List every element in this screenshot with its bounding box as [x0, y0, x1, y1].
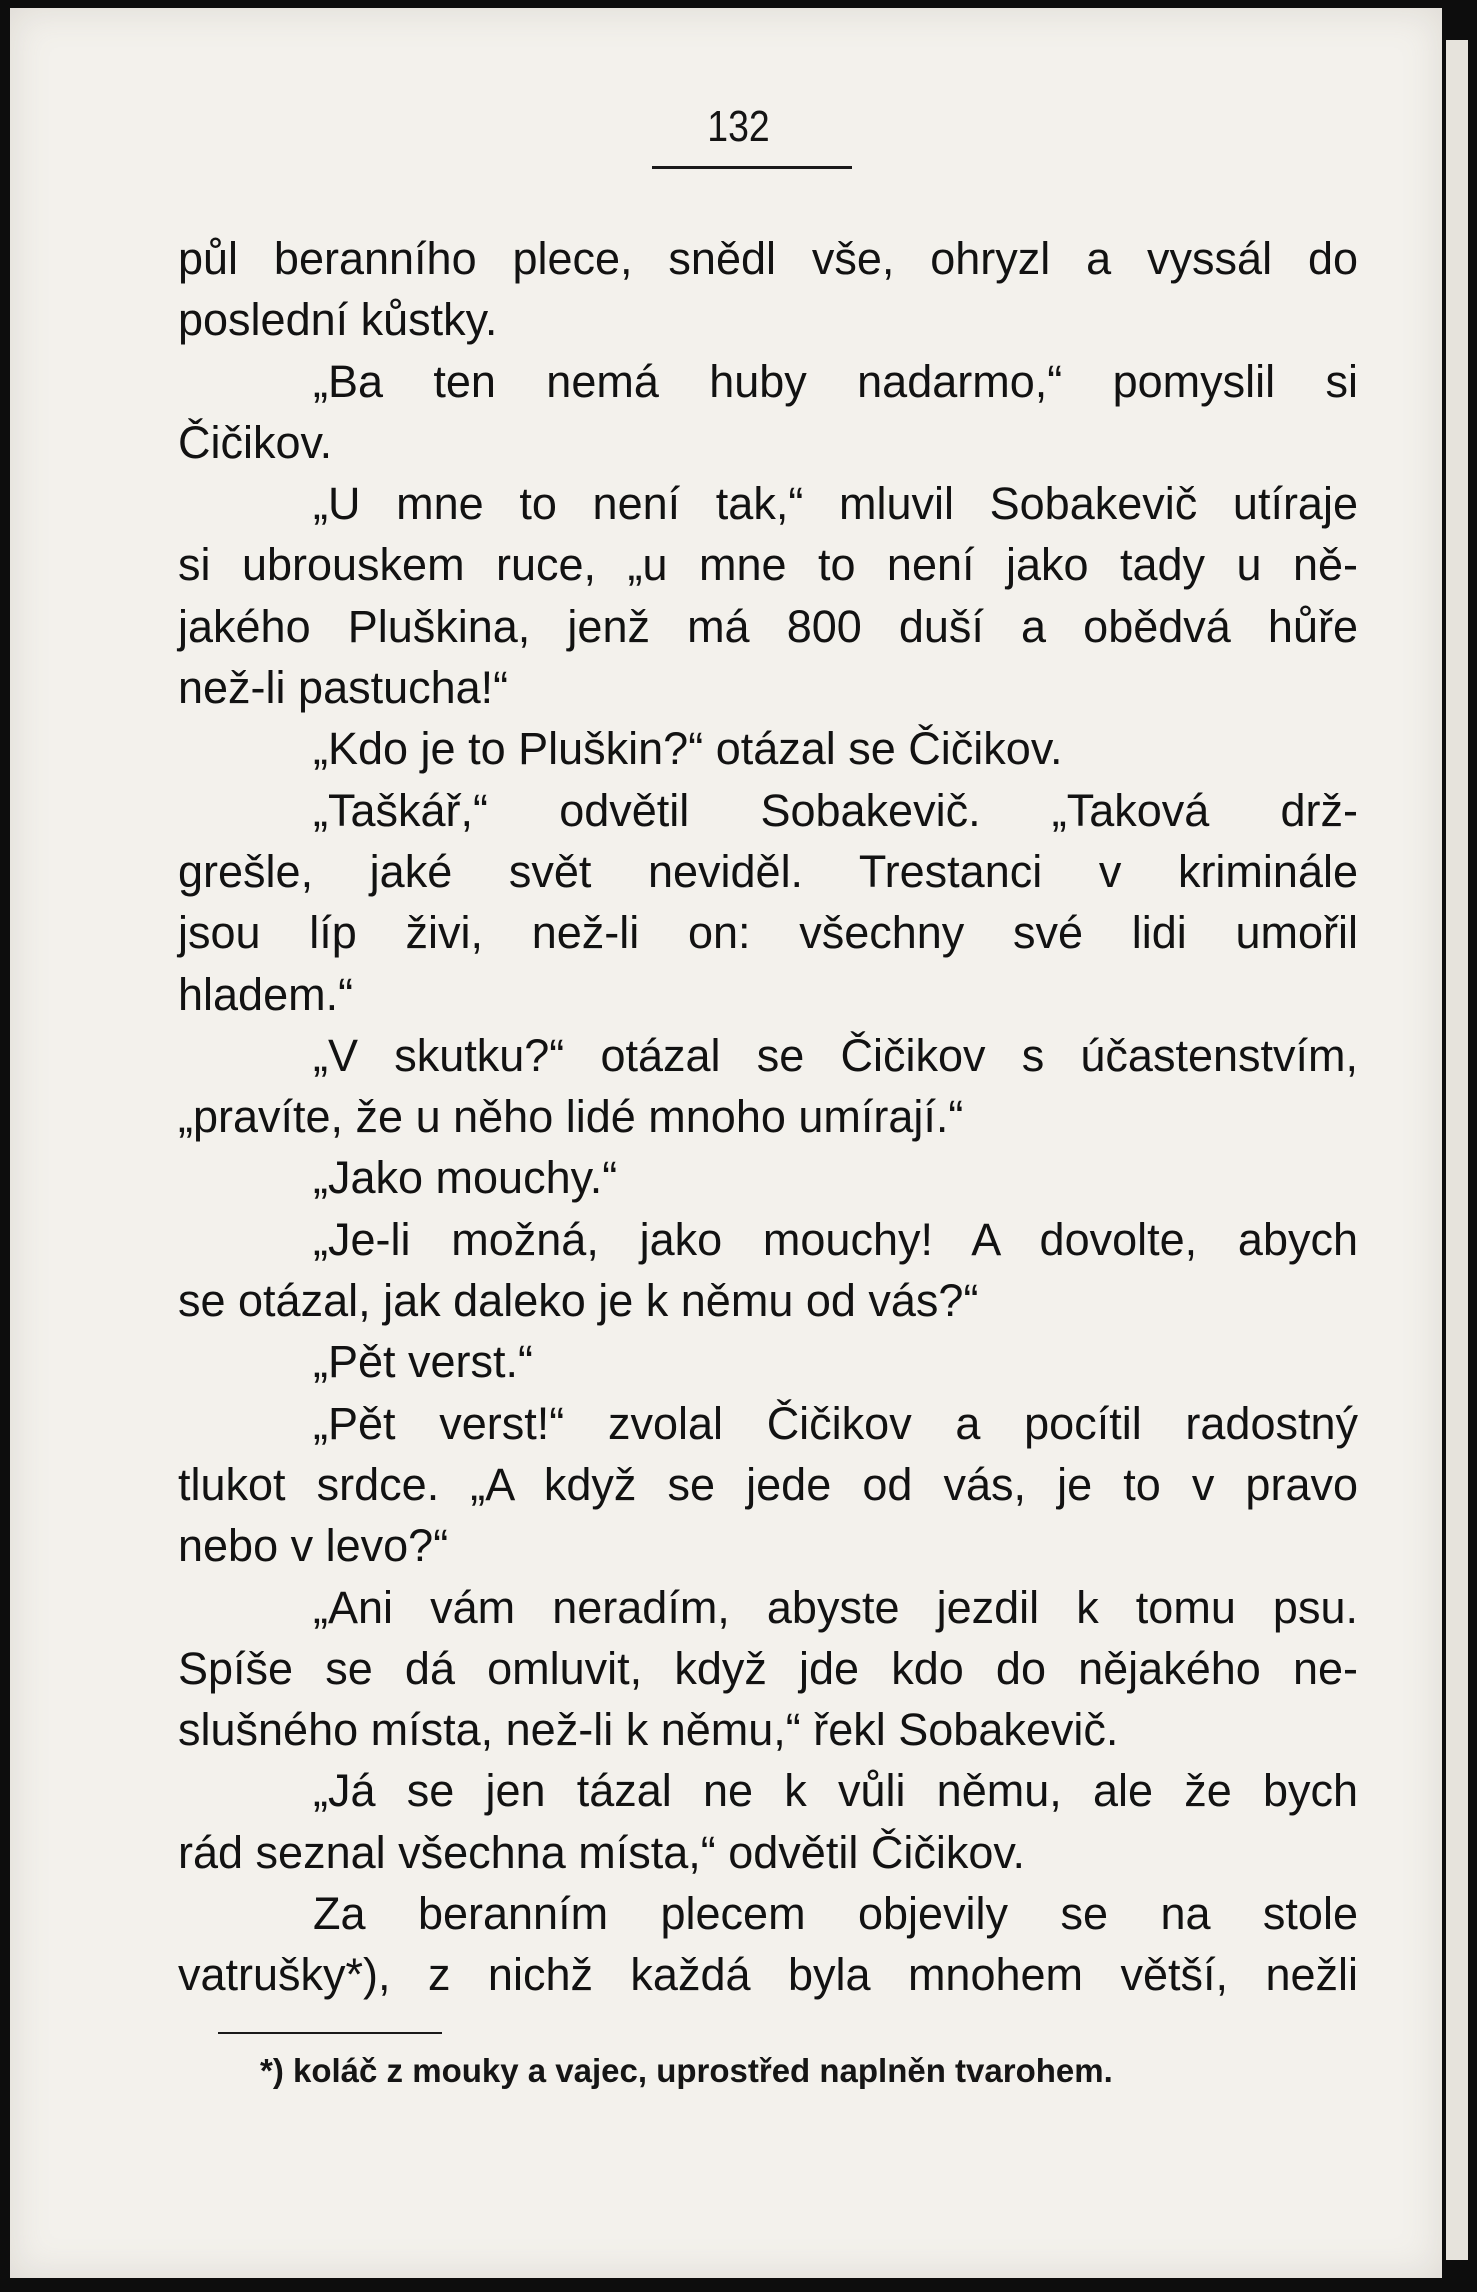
text-line: tlukot srdce. „A když se jede od vás, je to v pravo — [178, 1458, 1358, 1510]
text-line: půl beranního plece, snědl vše, ohryzl a vyssál do — [178, 233, 1358, 284]
text-line: „Je-li možná, jako mouchy! A dovolte, abych — [313, 1213, 1358, 1265]
text-line: „Jako mouchy.“ — [313, 1152, 618, 1204]
text-line: se otázal, jak daleko je k němu od vás?“ — [178, 1275, 979, 1327]
text-line: Spíše se dá omluvit, když jde kdo do nějakého ne- — [178, 1642, 1358, 1694]
text-line: Za beranním plecem objevily se na stole — [313, 1888, 1358, 1940]
text-line: než-li pastucha!“ — [178, 662, 509, 714]
text-line: jakého Pluškina, jenž má 800 duší a obědvá hůře — [178, 600, 1358, 652]
adjacent-page-edge — [1446, 40, 1468, 2260]
text-line: vatrušky*), z nichž každá byla mnohem větší, nežli — [178, 1949, 1358, 2001]
text-line: hladem.“ — [178, 968, 354, 1020]
text-line: Čičikov. — [178, 416, 333, 468]
text-line: „Já se jen tázal ne k vůli němu, ale že bych — [313, 1765, 1358, 1817]
text-line: „U mne to není tak,“ mluvil Sobakevič utíraje — [313, 478, 1358, 530]
text-line: slušného místa, než-li k němu,“ řekl Sobakevič. — [178, 1704, 1119, 1756]
text-line: si ubrouskem ruce, „u mne to není jako tady u ně- — [178, 539, 1358, 591]
footnote-rule — [218, 2032, 442, 2034]
text-line: rád seznal všechna místa,“ odvětil Čičikov. — [178, 1826, 1026, 1878]
text-line: „Pět verst.“ — [313, 1336, 534, 1388]
text-line: „Ba ten nemá huby nadarmo,“ pomyslil si — [313, 355, 1358, 407]
page-number: 132 — [707, 102, 770, 151]
text-line: nebo v levo?“ — [178, 1520, 449, 1572]
text-line: „pravíte, že u něho lidé mnoho umírají.“ — [178, 1091, 964, 1143]
header-rule — [652, 166, 852, 169]
footnote: *) koláč z mouky a vajec, uprostřed naplněn tvarohem. — [260, 2052, 1113, 2089]
text-line: grešle, jaké svět neviděl. Trestanci v kriminále — [178, 845, 1358, 897]
text-line: poslední kůstky. — [178, 294, 498, 346]
text-line: „Pět verst!“ zvolal Čičikov a pocítil radostný — [313, 1397, 1358, 1449]
text-line: „Kdo je to Pluškin?“ otázal se Čičikov. — [313, 723, 1063, 775]
text-line: jsou líp živi, než-li on: všechny své lidi umořil — [178, 907, 1358, 959]
text-line: „V skutku?“ otázal se Čičikov s účastenstvím, — [313, 1029, 1358, 1081]
text-line: „Ani vám neradím, abyste jezdil k tomu psu. — [313, 1581, 1358, 1633]
body-text — [178, 228, 1358, 2006]
text-line: „Taškář,“ odvětil Sobakevič. „Taková drž- — [313, 784, 1358, 836]
